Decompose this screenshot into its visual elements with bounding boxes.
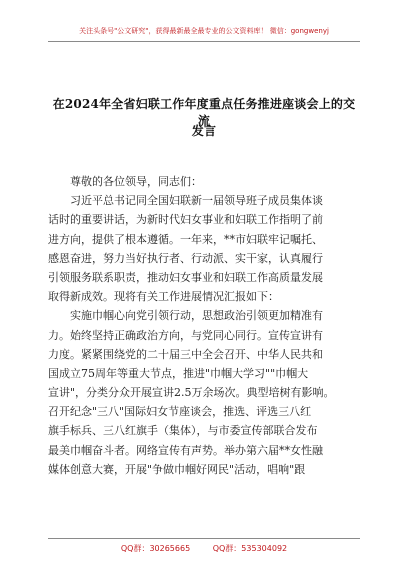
body-line: 召开纪念"三八"国际妇女节座谈会，推选、评选三八红 (48, 405, 312, 419)
footer-divider (48, 538, 360, 539)
body-line: 宣讲"，分类分众开展宣讲2.5万余场次。典型培树有影响。 (48, 386, 335, 400)
body-line: 力度。紧紧围绕党的二十届三中全会召开、中华人民共和 (48, 347, 323, 361)
body-line: 感恩奋进，努力当好执行者、行动派、实干家，认真履行 (48, 251, 323, 265)
body-line: 最美巾帼奋斗者。网络宣传有声势。举办第六届**女性融 (48, 443, 323, 457)
body-line: 媒体创意大赛，开展"争做巾帼好网民"活动，唱响"跟 (48, 462, 306, 476)
body-line: 取得新成效。现将有关工作进展情况汇报如下： (48, 290, 279, 304)
body-line: 话时的重要讲话，为新时代妇女事业和妇联工作指明了前 (48, 213, 323, 227)
body-line: 国成立75周年等重大节点，推进"巾帼大学习""巾帼大 (48, 366, 309, 380)
body-line: 引领服务联系职责，推动妇女事业和妇联工作高质量发展 (48, 270, 323, 284)
header-notice: 关注头条号"公文研究"，获得最新最全最专业的公文资料库！ 微信：gongwenyj (79, 27, 329, 35)
body-line: 旗手标兵、三八红旗手（集体），与市委宣传部联合发布 (48, 424, 318, 438)
header-divider (48, 41, 360, 42)
document-body (48, 172, 360, 479)
body-line: 进方向，提供了根本遵循。一年来，**市妇联牢记嘱托、 (48, 232, 323, 246)
document-title-continued: 发言 (191, 124, 217, 138)
document-title: 在2024年全省妇联工作年度重点任务推进座谈会上的交流 (52, 97, 356, 128)
footer-qq-group-1: QQ群：30265665 (120, 544, 191, 553)
footer (0, 543, 408, 554)
body-line: 实施巾帼心向党引领行动，思想政治引领更加精准有 (70, 309, 323, 323)
body-line: 尊敬的各位领导，同志们： (70, 175, 202, 188)
footer-qq-group-2: QQ群：535304092 (212, 544, 288, 553)
body-line: 习近平总书记同全国妇联新一届领导班子成员集体谈 (70, 194, 323, 208)
body-line: 力。始终坚持正确政治方向，与党同心同行。宣传宣讲有 (48, 328, 323, 342)
